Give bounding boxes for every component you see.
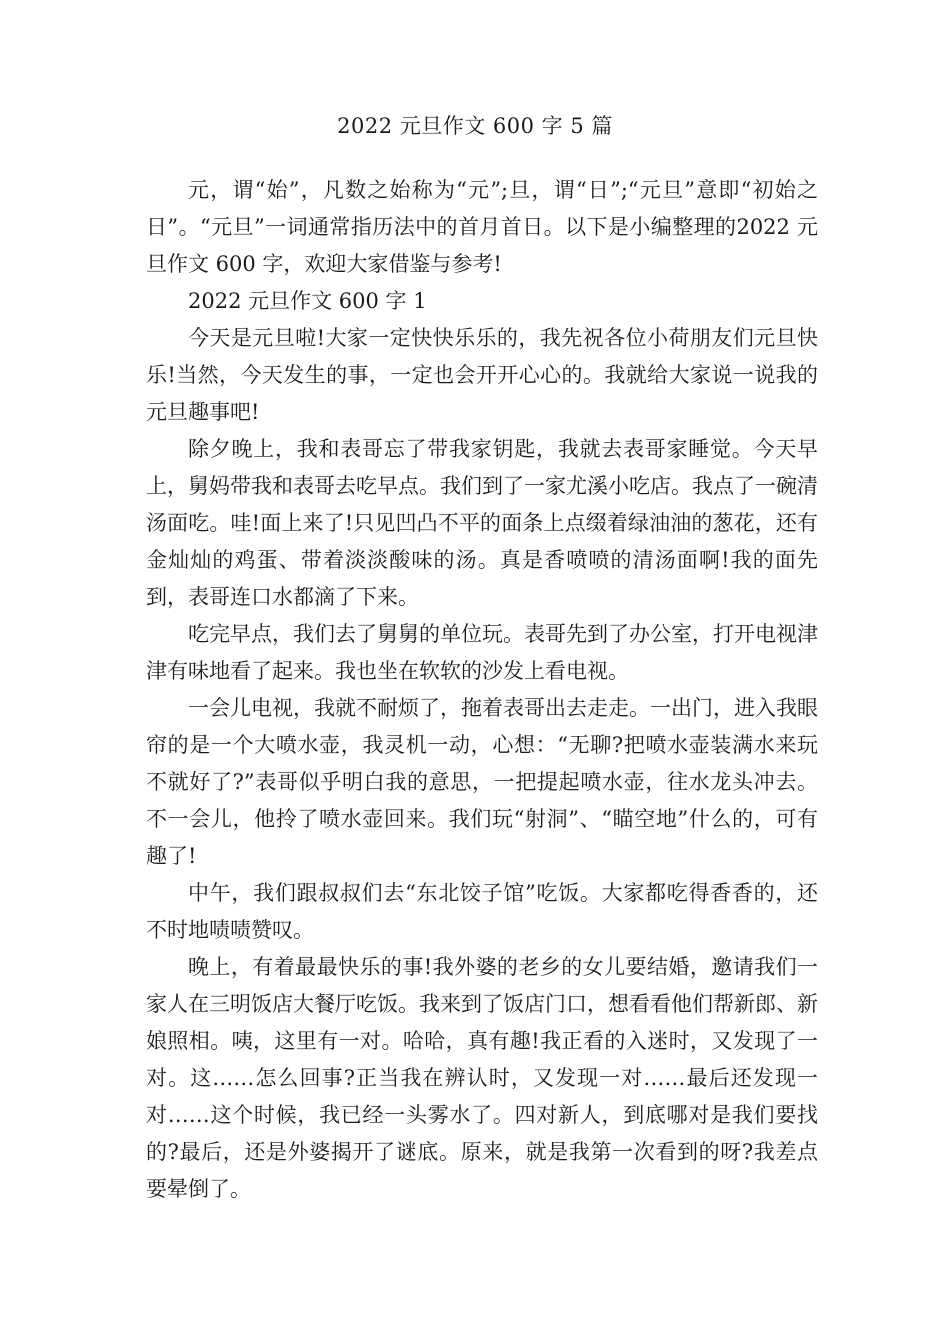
document-title: 2022 元旦作文 600 字 5 篇 xyxy=(337,114,613,138)
paragraph: 中午，我们跟叔叔们去“东北饺子馆”吃饭。大家都吃得香香的，还不时地啧啧赞叹。 xyxy=(146,881,818,942)
paragraph: 一会儿电视，我就不耐烦了，拖着表哥出去走走。一出门，进入我眼帘的是一个大喷水壶，我灵机一动，心想：“无聊?把喷水壶装满水来玩不就好了?”表哥似乎明白我的意思，一把提起喷水壶，往水龙头冲去。不一会儿，他拎了喷水壶回来。我们玩“射洞”、“瞄空地”什么的，可有趣了! xyxy=(146,696,818,868)
paragraph: 吃完早点，我们去了舅舅的单位玩。表哥先到了办公室，打开电视津津有味地看了起来。我也坐在软软的沙发上看电视。 xyxy=(146,622,818,683)
section-heading: 2022 元旦作文 600 字 1 xyxy=(188,289,427,313)
paragraph: 今天是元旦啦!大家一定快快乐乐的，我先祝各位小荷朋友们元旦快乐!当然，今天发生的事，一定也会开开心心的。我就给大家说一说我的元旦趣事吧! xyxy=(146,326,818,424)
paragraph: 除夕晚上，我和表哥忘了带我家钥匙，我就去表哥家睡觉。今天早上，舅妈带我和表哥去吃早点。我们到了一家尤溪小吃店。我点了一碗清汤面吃。哇!面上来了!只见凹凸不平的面条上点缀着绿油油的葱花，还有金灿灿的鸡蛋、带着淡淡酸味的汤。真是香喷喷的清汤面啊!我的面先到，表哥连口水都滴了下来。 xyxy=(146,437,818,609)
document-body xyxy=(146,172,818,1208)
paragraph: 晚上，有着最最快乐的事!我外婆的老乡的女儿要结婚，邀请我们一家人在三明饭店大餐厅吃饭。我来到了饭店门口，想看看他们帮新郎、新娘照相。咦，这里有一对。哈哈，真有趣!我正看的入迷时，又发现了一对。这……怎么回事?正当我在辨认时，又发现一对……最后还发现一对……这个时候，我已经一头雾水了。四对新人，到底哪对是我们要找的?最后，还是外婆揭开了谜底。原来，就是我第一次看到的呀?我差点要晕倒了。 xyxy=(146,955,818,1201)
paragraph-intro: 元，谓“始”，凡数之始称为“元”;旦，谓“日”;“元旦”意即“初始之日”。“元旦”一词通常指历法中的首月首日。以下是小编整理的2022 元旦作文 600 字，欢迎大家借鉴与参考! xyxy=(146,178,818,276)
